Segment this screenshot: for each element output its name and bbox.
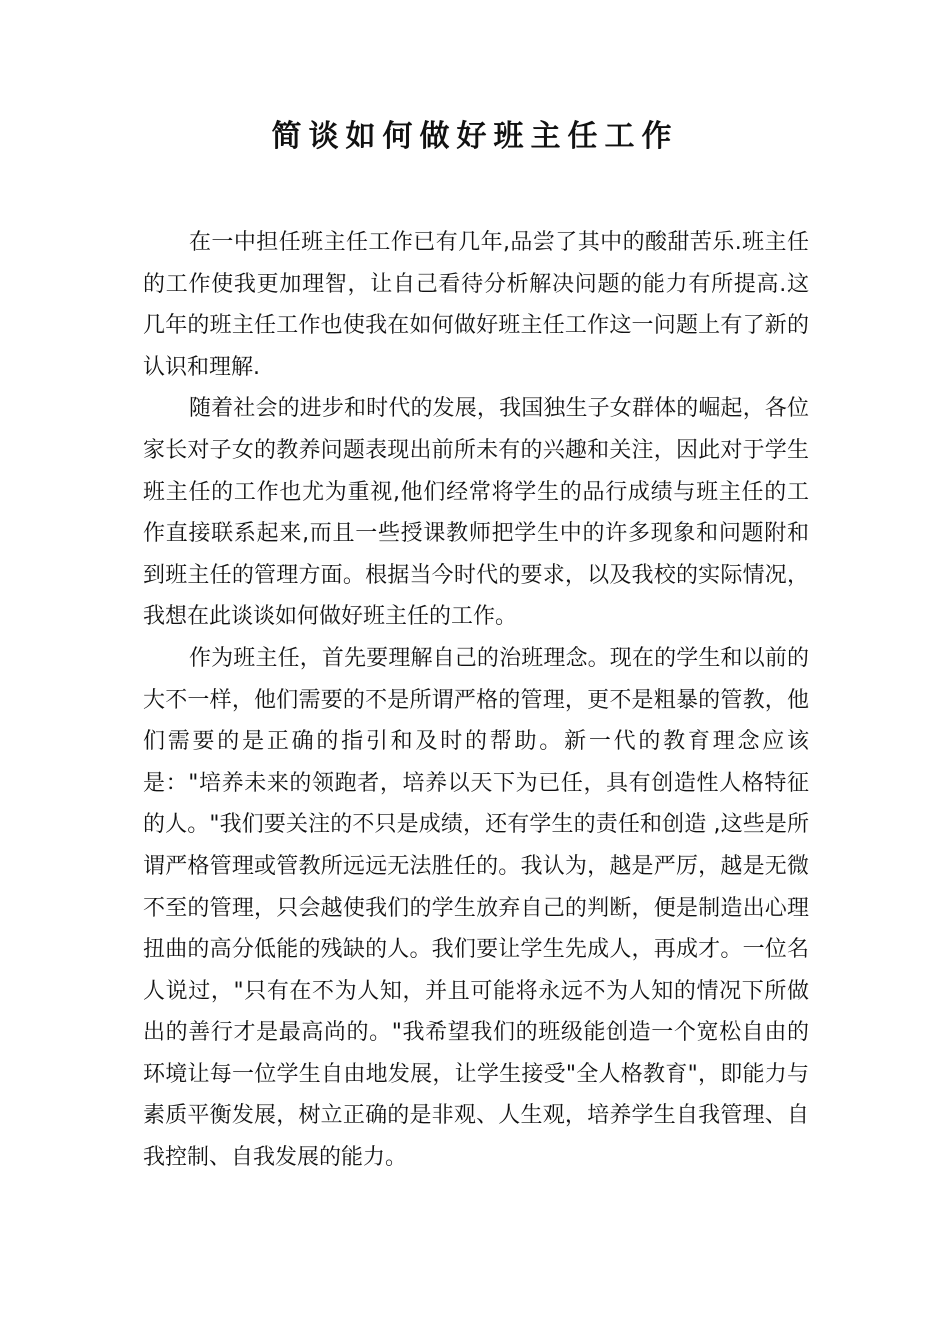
document-title: 简谈如何做好班主任工作 (271, 119, 679, 154)
paragraph-2: 随着社会的进步和时代的发展，我国独生子女群体的崛起，各位家长对子女的教养问题表现出前所未有的兴趣和关注，因此对于学生班主任的工作也尤为重视,他们经常将学生的品行成绩与班主任的工作直接联系起来,而且一些授课教师把学生中的许多现象和问题附和到班主任的管理方面。根据当今时代的要求，以及我校的实际情况，我想在此谈谈如何做好班主任的工作。 (143, 396, 809, 630)
paragraph-1: 在一中担任班主任工作已有几年,品尝了其中的酸甜苦乐.班主任的工作使我更加理智，让自己看待分析解决问题的能力有所提高.这几年的班主任工作也使我在如何做好班主任工作这一问题上有了新的认识和理解. (143, 230, 809, 380)
paragraph-3: 作为班主任，首先要理解自己的治班理念。现在的学生和以前的大不一样，他们需要的不是所谓严格的管理，更不是粗暴的管教，他们需要的是正确的指引和及时的帮助。新一代的教育理念应该是："培养未来的领跑者，培养以天下为已任，具有创造性人格特征的人。"我们要关注的不只是成绩，还有学生的责任和创造 ,这些是所谓严格管理或管教所远远无法胜任的。我认为，越是严厉，越是无微不至的管理，只会越使我们的学生放弃自己的判断，便是制造出心理扭曲的高分低能的残缺的人。我们要让学生先成人，再成才。一位名人说过，"只有在不为人知，并且可能将永远不为人知的情况下所做出的善行才是最高尚的。"我希望我们的班级能创造一个宽松自由的环境让每一位学生自由地发展，让学生接受"全人格教育"，即能力与素质平衡发展，树立正确的是非观、人生观，培养学生自我管理、自我控制、自我发展的能力。 (143, 645, 809, 1171)
document-body (143, 222, 809, 1179)
